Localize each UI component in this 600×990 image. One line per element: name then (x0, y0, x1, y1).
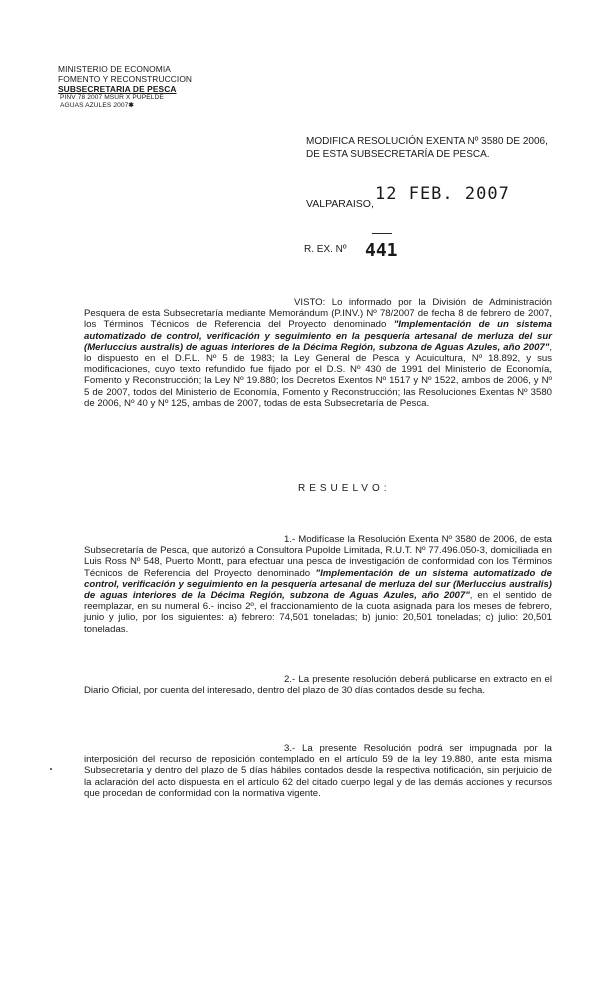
para1-text-1: 1.- Modifícase la Resolución Exenta Nº 3580 de 2006, de esta Subsecretaría de Pesca, que autorizó a Consultora Pupolde Limitada, R.U.T. Nº 77.496.050-3, domiciliada en Luis Ross Nº 548, Puerto Montt, para efectuar una pesca de investigación de conformidad con los Términos Técnicos de Referencia del Proyecto denominado (84, 534, 552, 579)
header-ministry: MINISTERIO DE ECONOMIA (58, 64, 171, 74)
para1-project-title: "Implementación de un sistema automatizado de control, verificación y seguimiento en la pesquería artesanal de merluza del sur (Merluccius australis) de aguas interiores de la Décima Región, subzona de Aguas Azules, año 2007" (84, 567, 552, 602)
para2-text: 2.- La presente resolución deberá publicarse en extracto en el Diario Oficial, por cuenta del interesado, dentro del plazo de 30 días contados desde su fecha. (84, 674, 552, 697)
visto-lead: VISTO: (294, 297, 326, 308)
para3-text: 3.- La presente Resolución podrá ser impugnada por la interposición del recurso de reposición contemplado en el artículo 59 de la ley 19.880, ante esta misma Subsecretaría y dentro del plazo de 5 días hábiles contados desde la respectiva notificación, sin perjuicio de la aclaración del acto dispuesta en el artículo 62 del citado cuerpo legal y de las demás acciones y recursos que procedan de conformidad con la normativa vigente. (84, 743, 552, 799)
date-stamp: 12 FEB. 2007 (375, 184, 510, 204)
resolution-label: R. EX. Nº (304, 244, 347, 255)
para1-text-2: , en el sentido de reemplazar, en su numeral 6.- inciso 2º, el fraccionamiento de la cuota asignada para los meses de febrero, junio y julio, por los siguientes: a) febrero: 74,501 toneladas; b) junio: 20,501 toneladas; c) julio: 20,501 toneladas. (84, 590, 552, 635)
date-underline-mark (372, 233, 392, 234)
paragraph-1 (84, 534, 552, 635)
visto-paragraph (84, 297, 552, 409)
ministry-header (58, 64, 228, 110)
visto-text-2: , lo dispuesto en el D.F.L. Nº 5 de 1983; la Ley General de Pesca y Acuicultura, Nº 18.892, y sus modificaciones, cuyo texto refundido fue fijado por el D.S. Nº 430 de 1991 del Ministerio de Economía, Fomento y Reconstrucción; la Ley Nº 19.880; los Decretos Exentos Nº 1517 y Nº 1522, ambos de 2006, y Nº 5 de 2007, todos del Ministerio de Economía, Fomento y Reconstrucción; las Resoluciones Exentas Nº 3580 de 2006, Nº 40 y Nº 125, ambas de 2007, todas de esta Subsecretaría de Pesca. (84, 341, 552, 409)
header-file-code-2: AGUAS AZULES 2007✱ (60, 102, 135, 109)
paragraph-3 (84, 743, 552, 799)
visto-project-title: "Implementación de un sistema automatizado de control, verificación y seguimiento en la pesquería artesanal de merluza del sur (Merluccius australis) de aguas interiores de la Décima Región, subzona de Aguas Azules, año 2007" (84, 319, 552, 353)
header-subsecretaria: SUBSECRETARIA DE PESCA (58, 84, 177, 94)
header-file-code: PINV 78 2007 MSUR X PUPELDE (60, 94, 164, 101)
resuelvo-heading: RESUELVO: (298, 483, 391, 494)
scan-speck (50, 768, 52, 770)
paragraph-2 (84, 674, 552, 696)
place-label: VALPARAISO, (306, 198, 374, 210)
resolution-number: 441 (365, 240, 398, 261)
header-fomento: FOMENTO Y RECONSTRUCCION (58, 74, 193, 84)
reference-title: MODIFICA RESOLUCIÓN EXENTA Nº 3580 DE 2006, DE ESTA SUBSECRETARÍA DE PESCA. (306, 136, 548, 160)
visto-text-1: Lo informado por la División de Administración Pesquera de esta Subsecretaría mediante Memorándum (P.INV.) Nº 78/2007 de fecha 8 de febrero de 2007, los Términos Técnicos de Referencia del Proyecto denominado (84, 297, 552, 331)
